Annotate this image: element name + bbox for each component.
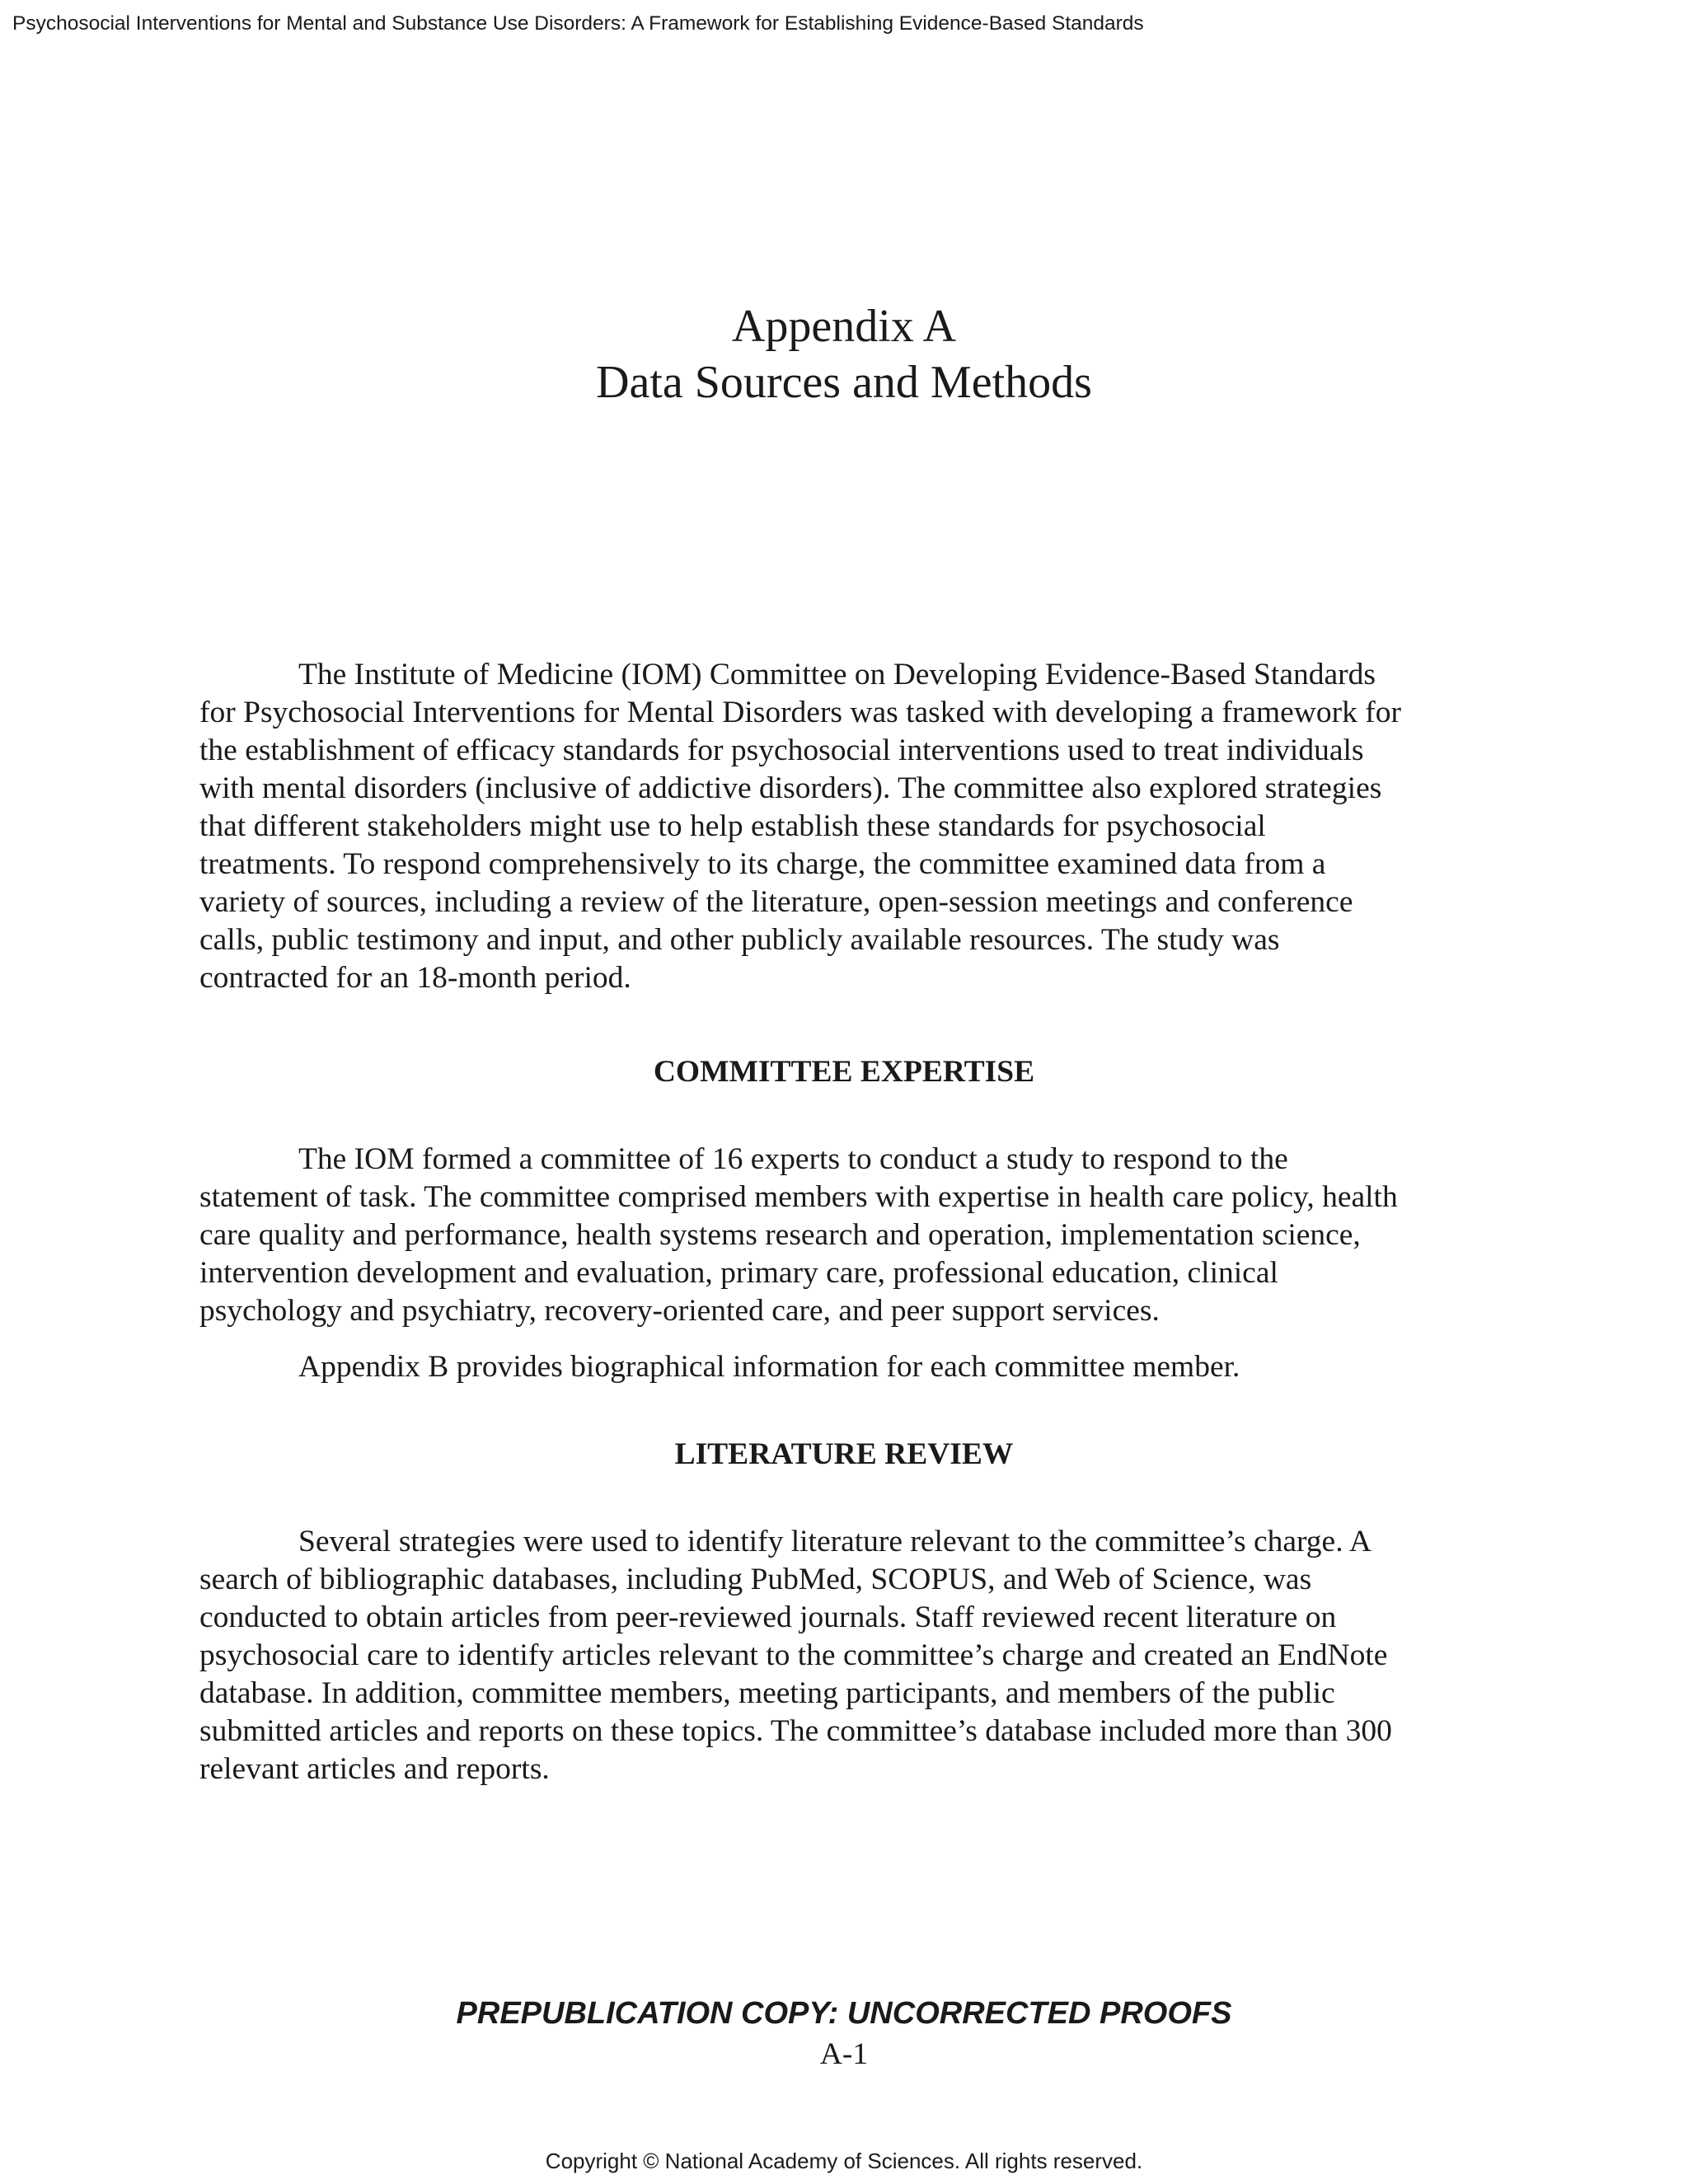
text-line: psychosocial care to identify articles relevant to the committee’s charge and created an EndNote	[199, 1638, 1388, 1672]
text-line: statement of task. The committee comprised members with expertise in health care policy, health	[199, 1180, 1398, 1214]
text-line: contracted for an 18-month period.	[199, 961, 631, 995]
committee-expertise-heading: COMMITTEE EXPERTISE	[653, 1055, 1035, 1089]
text-line: with mental disorders (inclusive of addictive disorders). The committee also explored strategies	[199, 771, 1382, 805]
running-head: Psychosocial Interventions for Mental and Substance Use Disorders: A Framework for Establishing Evidence-Based Standards	[12, 12, 1144, 35]
text-line: Appendix B provides biographical information for each committee member.	[298, 1350, 1240, 1384]
intro-text	[199, 656, 1526, 997]
committee-text	[199, 1141, 1526, 1330]
text-line: submitted articles and reports on these topics. The committee’s database included more than 300	[199, 1714, 1392, 1748]
copyright-notice: Copyright © National Academy of Sciences. All rights reserved.	[545, 2149, 1143, 2173]
literature-review-paragraph	[199, 1523, 1526, 1788]
page-number: A-1	[819, 2037, 869, 2071]
literature-text	[199, 1523, 1526, 1788]
prepublication-notice: PREPUBLICATION COPY: UNCORRECTED PROOFS	[456, 1996, 1232, 2031]
text-line: database. In addition, committee members, meeting participants, and members of the public	[199, 1676, 1335, 1710]
text-line: care quality and performance, health systems research and operation, implementation science,	[199, 1218, 1361, 1252]
title-line-2: Data Sources and Methods	[596, 357, 1092, 408]
text-line: search of bibliographic databases, including PubMed, SCOPUS, and Web of Science, was	[199, 1563, 1312, 1596]
text-line: The IOM formed a committee of 16 experts to conduct a study to respond to the	[298, 1142, 1288, 1176]
intro-paragraph	[199, 656, 1526, 997]
text-line: treatments. To respond comprehensively to its charge, the committee examined data from a	[199, 847, 1326, 881]
text-line: The Institute of Medicine (IOM) Committee on Developing Evidence-Based Standards	[298, 658, 1376, 691]
page-title	[0, 298, 1688, 410]
text-line: variety of sources, including a review of the literature, open-session meetings and conference	[199, 885, 1353, 919]
text-line: calls, public testimony and input, and other publicly available resources. The study was	[199, 923, 1280, 957]
text-line: for Psychosocial Interventions for Mental Disorders was tasked with developing a framework for	[199, 696, 1401, 729]
text-line: conducted to obtain articles from peer-reviewed journals. Staff reviewed recent literature on	[199, 1601, 1337, 1634]
committee-expertise-paragraph	[199, 1141, 1526, 1330]
text-line: Several strategies were used to identify literature relevant to the committee’s charge. A	[298, 1525, 1372, 1558]
text-line: that different stakeholders might use to help establish these standards for psychosocial	[199, 809, 1266, 843]
title-line-1: Appendix A	[731, 301, 957, 352]
text-line: psychology and psychiatry, recovery-oriented care, and peer support services.	[199, 1294, 1160, 1328]
text-line: the establishment of efficacy standards for psychosocial interventions used to treat individuals	[199, 733, 1364, 767]
literature-review-heading: LITERATURE REVIEW	[674, 1437, 1014, 1471]
appendix-b-text	[199, 1348, 1526, 1386]
text-line: relevant articles and reports.	[199, 1752, 550, 1786]
text-line: intervention development and evaluation, primary care, professional education, clinical	[199, 1256, 1278, 1290]
committee-appendix-b-paragraph	[199, 1348, 1526, 1386]
